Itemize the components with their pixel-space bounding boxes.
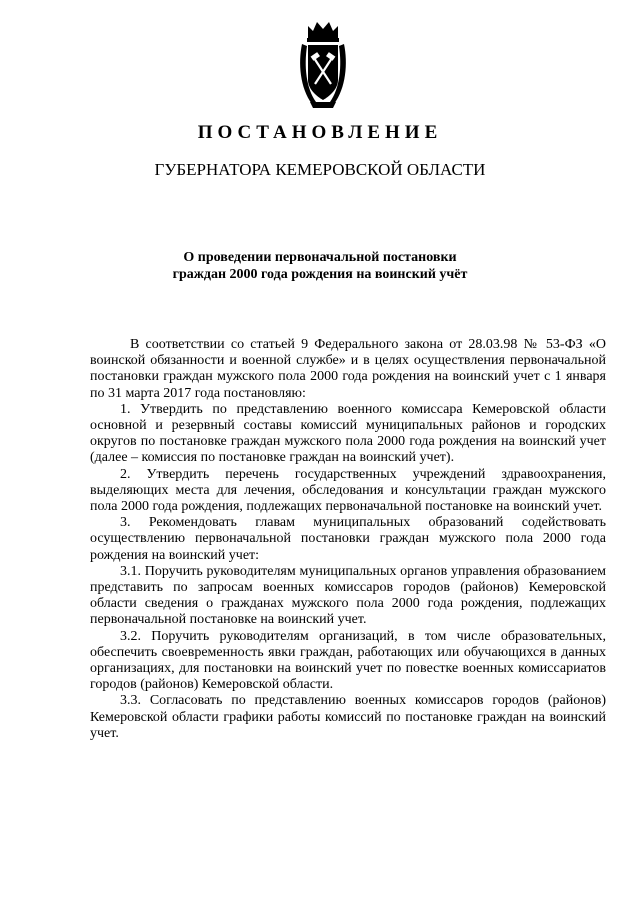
- item-paragraph-3-2: 3.2. Поручить руководителям организаций, в том числе образовательных, обеспечить своевременность явки граждан, работающих или обучающихся в данных организациях, для постановки на воинский учет по повестке военных комиссариатов городов (районов) Кемеровской области.: [90, 628, 606, 693]
- item-paragraph-3-3: 3.3. Согласовать по представлению военных комиссаров городов (районов) Кемеровской области графики работы комиссий по постановке граждан на воинский учет.: [90, 693, 606, 741]
- document-body: [90, 337, 606, 742]
- document-subject: [0, 249, 640, 283]
- subject-line-1: О проведении первоначальной постановки: [183, 250, 457, 265]
- kemerovo-region-coat-of-arms-icon: [298, 18, 348, 110]
- subject-line-2: граждан 2000 года рождения на воинский учёт: [172, 267, 468, 282]
- item-paragraph-3: 3. Рекомендовать главам муниципальных образований содействовать осуществлению первоначальной постановки граждан мужского пола 2000 года рождения на воинский учет:: [90, 515, 606, 563]
- issuing-authority: ГУБЕРНАТОРА КЕМЕРОВСКОЙ ОБЛАСТИ: [154, 160, 486, 179]
- item-paragraph-2: 2. Утвердить перечень государственных учреждений здравоохранения, выделяющих места для лечения, обследования и консультации граждан мужского пола 2000 года рождения, подлежащих первоначальной постановке на воинский учет.: [90, 466, 606, 515]
- preamble-paragraph: В соответствии со статьей 9 Федерального закона от 28.03.98 № 53-ФЗ «О воинской обязанности и военной службе» и в целях осуществления первоначальной постановки граждан мужского пола 2000 года рождения на воинский учет с 1 января по 31 марта 2017 года постановляю:: [90, 337, 606, 401]
- document-type-title: ПОСТАНОВЛЕНИЕ: [197, 122, 443, 143]
- item-paragraph-1: 1. Утвердить по представлению военного комиссара Кемеровской области основной и резервный составы комиссий муниципальных районов и городских округов по постановке граждан мужского пола 2000 года рождения на воинский учет (далее – комиссия по постановке граждан на воинский учет).: [90, 401, 606, 466]
- item-paragraph-3-1: 3.1. Поручить руководителям муниципальных органов управления образованием представить по запросам военных комиссаров городов (районов) Кемеровской области сведения о гражданах мужского пола 2000 года рождения, подлежащих первоначальной постановке на воинский учет.: [90, 563, 606, 628]
